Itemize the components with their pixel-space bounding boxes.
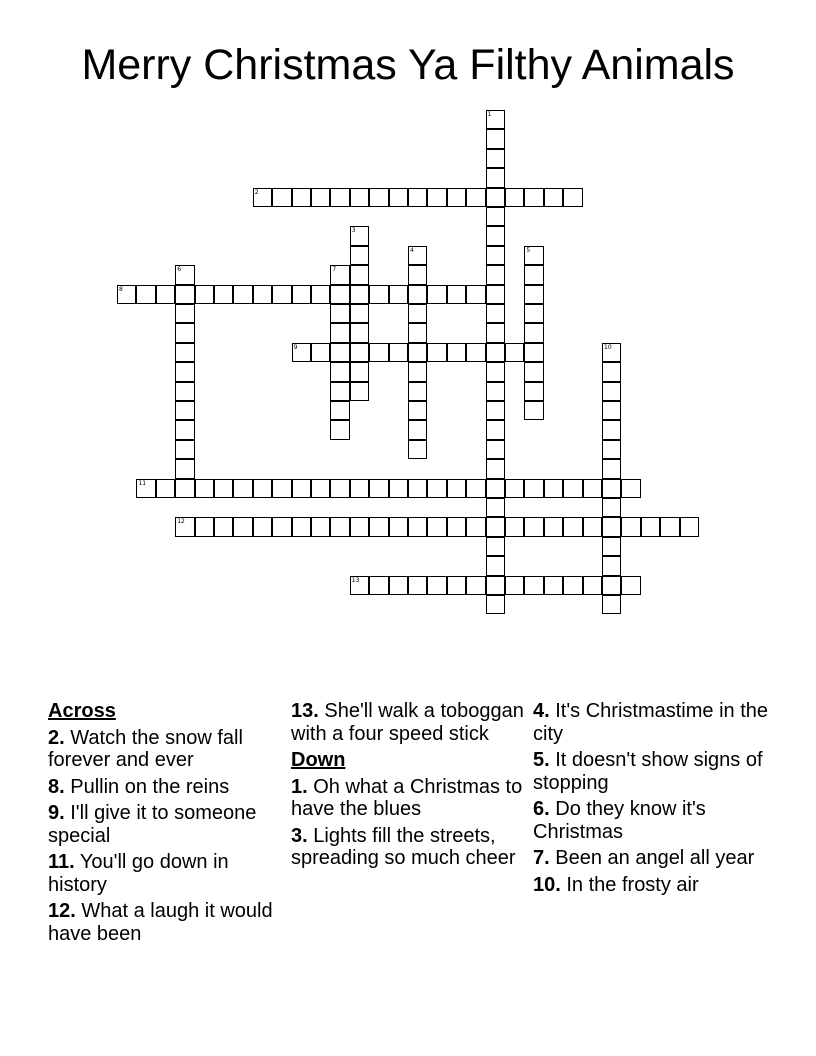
grid-cell[interactable] [524, 362, 543, 381]
cell-number: 9 [293, 343, 298, 351]
grid-cell[interactable] [505, 576, 524, 595]
grid-cell[interactable] [621, 576, 640, 595]
grid-cell[interactable] [602, 556, 621, 575]
grid-cell[interactable] [311, 343, 330, 362]
grid-cell[interactable] [330, 479, 349, 498]
grid-cell[interactable] [486, 129, 505, 148]
grid-cell[interactable] [214, 479, 233, 498]
grid-cell[interactable] [214, 517, 233, 536]
grid-cell[interactable] [427, 479, 446, 498]
grid-cell[interactable] [466, 285, 485, 304]
grid-cell[interactable] [175, 265, 194, 284]
grid-cell[interactable] [389, 517, 408, 536]
grid-cell[interactable] [427, 285, 446, 304]
grid-cell[interactable] [544, 188, 563, 207]
clue-across-13: 13. She'll walk a toboggan with a four speed stick [291, 700, 524, 745]
grid-cell[interactable] [175, 323, 194, 342]
grid-cell[interactable] [350, 265, 369, 284]
grid-cell[interactable] [602, 517, 621, 536]
grid-cell[interactable] [486, 149, 505, 168]
grid-cell[interactable] [486, 479, 505, 498]
grid-cell[interactable] [330, 265, 349, 284]
grid-cell[interactable] [156, 479, 175, 498]
grid-cell[interactable] [486, 226, 505, 245]
clues-column-1 [48, 700, 283, 949]
grid-cell[interactable] [330, 343, 349, 362]
grid-cell[interactable] [389, 343, 408, 362]
grid-cell[interactable] [195, 479, 214, 498]
grid-cell[interactable] [486, 207, 505, 226]
grid-cell[interactable] [447, 576, 466, 595]
grid-cell[interactable] [311, 479, 330, 498]
clue-down-10: 10. In the frosty air [533, 873, 699, 896]
grid-cell[interactable] [563, 188, 582, 207]
grid-cell[interactable] [175, 362, 194, 381]
grid-cell[interactable] [486, 343, 505, 362]
grid-cell[interactable] [330, 304, 349, 323]
grid-cell[interactable] [602, 401, 621, 420]
grid-cell[interactable] [350, 576, 369, 595]
grid-cell[interactable] [175, 382, 194, 401]
grid-cell[interactable] [505, 479, 524, 498]
grid-cell[interactable] [350, 246, 369, 265]
grid-cell[interactable] [486, 382, 505, 401]
grid-cell[interactable] [524, 517, 543, 536]
grid-cell[interactable] [524, 304, 543, 323]
grid-cell[interactable] [524, 188, 543, 207]
cell-number: 13 [351, 576, 360, 584]
grid-cell[interactable] [292, 343, 311, 362]
grid-cell[interactable] [660, 517, 679, 536]
puzzle-title: Merry Christmas Ya Filthy Animals [81, 41, 735, 89]
grid-cell[interactable] [311, 188, 330, 207]
grid-cell[interactable] [408, 343, 427, 362]
grid-cell[interactable] [486, 498, 505, 517]
clue-across-9: 9. I'll give it to someone special [48, 802, 257, 847]
grid-cell[interactable] [486, 517, 505, 536]
grid-cell[interactable] [233, 285, 252, 304]
across-heading: Across [48, 700, 116, 722]
grid-cell[interactable] [524, 479, 543, 498]
cell-number: 1 [487, 111, 492, 118]
grid-cell[interactable] [408, 265, 427, 284]
grid-cell[interactable] [408, 420, 427, 439]
grid-cell[interactable] [680, 517, 699, 536]
cell-number: 12 [177, 518, 185, 526]
grid-cell[interactable] [311, 285, 330, 304]
grid-cell[interactable] [466, 517, 485, 536]
grid-cell[interactable] [369, 188, 388, 207]
grid-cell[interactable] [175, 285, 194, 304]
grid-cell[interactable] [602, 595, 621, 614]
grid-cell[interactable] [583, 479, 602, 498]
grid-cell[interactable] [117, 285, 136, 304]
cell-number: 5 [526, 246, 531, 254]
cell-number: 2 [254, 188, 259, 196]
clue-down-3: 3. Lights fill the streets, spreading so much cheer [291, 824, 516, 869]
grid-cell[interactable] [330, 401, 349, 420]
grid-cell[interactable] [350, 343, 369, 362]
grid-cell[interactable] [389, 188, 408, 207]
grid-cell[interactable] [389, 285, 408, 304]
grid-cell[interactable] [369, 285, 388, 304]
grid-cell[interactable] [369, 479, 388, 498]
grid-cell[interactable] [602, 343, 621, 362]
grid-cell[interactable] [408, 285, 427, 304]
cell-number: 8 [119, 285, 123, 293]
grid-cell[interactable] [408, 440, 427, 459]
grid-cell[interactable] [253, 285, 272, 304]
grid-cell[interactable] [389, 576, 408, 595]
grid-cell[interactable] [350, 517, 369, 536]
grid-cell[interactable] [486, 595, 505, 614]
grid-cell[interactable] [389, 479, 408, 498]
cell-number: 6 [177, 266, 182, 274]
grid-cell[interactable] [466, 576, 485, 595]
grid-cell[interactable] [408, 401, 427, 420]
grid-cell[interactable] [233, 479, 252, 498]
clue-down-1: 1. Oh what a Christmas to have the blues [291, 775, 523, 820]
grid-cell[interactable] [447, 188, 466, 207]
grid-cell[interactable] [292, 517, 311, 536]
grid-cell[interactable] [563, 479, 582, 498]
grid-cell[interactable] [486, 304, 505, 323]
clue-down-4: 4. It's Christmastime in the city [533, 700, 769, 745]
grid-cell[interactable] [350, 188, 369, 207]
grid-cell[interactable] [563, 576, 582, 595]
grid-cell[interactable] [505, 188, 524, 207]
grid-cell[interactable] [175, 440, 194, 459]
grid-cell[interactable] [447, 285, 466, 304]
grid-cell[interactable] [350, 285, 369, 304]
grid-cell[interactable] [524, 576, 543, 595]
grid-cell[interactable] [175, 517, 194, 536]
grid-cell[interactable] [544, 479, 563, 498]
grid-cell[interactable] [408, 382, 427, 401]
grid-cell[interactable] [350, 362, 369, 381]
grid-cell[interactable] [136, 479, 155, 498]
grid-cell[interactable] [350, 323, 369, 342]
grid-cell[interactable] [524, 401, 543, 420]
grid-cell[interactable] [486, 323, 505, 342]
grid-cell[interactable] [408, 323, 427, 342]
grid-cell[interactable] [466, 479, 485, 498]
grid-cell[interactable] [486, 246, 505, 265]
grid-cell[interactable] [563, 517, 582, 536]
grid-cell[interactable] [524, 382, 543, 401]
grid-cell[interactable] [408, 479, 427, 498]
clue-across-2: 2. Watch the snow fall forever and ever [48, 726, 243, 771]
cell-number: 3 [351, 227, 356, 235]
grid-cell[interactable] [447, 479, 466, 498]
down-heading: Down [291, 749, 346, 771]
grid-cell[interactable] [272, 188, 291, 207]
grid-cell[interactable] [330, 362, 349, 381]
cell-number: 7 [332, 266, 337, 274]
grid-cell[interactable] [175, 420, 194, 439]
grid-cell[interactable] [602, 382, 621, 401]
grid-cell[interactable] [350, 382, 369, 401]
grid-cell[interactable] [427, 343, 446, 362]
grid-cell[interactable] [369, 576, 388, 595]
grid-cell[interactable] [427, 517, 446, 536]
grid-cell[interactable] [195, 517, 214, 536]
grid-cell[interactable] [602, 362, 621, 381]
grid-cell[interactable] [486, 537, 505, 556]
grid-cell[interactable] [272, 517, 291, 536]
grid-cell[interactable] [408, 188, 427, 207]
grid-cell[interactable] [233, 517, 252, 536]
grid-cell[interactable] [486, 401, 505, 420]
cell-number: 10 [604, 343, 612, 351]
grid-cell[interactable] [408, 576, 427, 595]
grid-cell[interactable] [524, 265, 543, 284]
grid-cell[interactable] [486, 440, 505, 459]
grid-cell[interactable] [175, 479, 194, 498]
grid-cell[interactable] [602, 459, 621, 478]
clues-column-2 [291, 700, 526, 874]
grid-cell[interactable] [350, 479, 369, 498]
grid-cell[interactable] [330, 323, 349, 342]
grid-cell[interactable] [621, 479, 640, 498]
clues-column-3 [533, 700, 768, 900]
grid-cell[interactable] [486, 420, 505, 439]
grid-cell[interactable] [350, 226, 369, 245]
grid-cell[interactable] [505, 517, 524, 536]
grid-cell[interactable] [524, 343, 543, 362]
grid-cell[interactable] [602, 576, 621, 595]
grid-cell[interactable] [486, 556, 505, 575]
grid-cell[interactable] [466, 188, 485, 207]
grid-cell[interactable] [602, 537, 621, 556]
grid-cell[interactable] [602, 440, 621, 459]
grid-cell[interactable] [486, 265, 505, 284]
grid-cell[interactable] [524, 285, 543, 304]
grid-cell[interactable] [175, 343, 194, 362]
clue-down-5: 5. It doesn't show signs of stopping [533, 749, 763, 794]
grid-cell[interactable] [602, 420, 621, 439]
grid-cell[interactable] [427, 576, 446, 595]
grid-cell[interactable] [486, 576, 505, 595]
clue-across-11: 11. You'll go down in history [48, 851, 229, 896]
grid-cell[interactable] [486, 188, 505, 207]
grid-cell[interactable] [447, 517, 466, 536]
grid-cell[interactable] [486, 362, 505, 381]
cell-number: 4 [410, 246, 414, 254]
grid-cell[interactable] [408, 517, 427, 536]
grid-cell[interactable] [330, 285, 349, 304]
grid-cell[interactable] [583, 517, 602, 536]
grid-cell[interactable] [369, 517, 388, 536]
grid-cell[interactable] [195, 285, 214, 304]
grid-cell[interactable] [156, 285, 175, 304]
grid-cell[interactable] [369, 343, 388, 362]
grid-cell[interactable] [175, 304, 194, 323]
grid-cell[interactable] [136, 285, 155, 304]
grid-cell[interactable] [583, 576, 602, 595]
grid-cell[interactable] [330, 517, 349, 536]
grid-cell[interactable] [408, 362, 427, 381]
grid-cell[interactable] [505, 343, 524, 362]
grid-cell[interactable] [330, 420, 349, 439]
cell-number: 11 [138, 479, 147, 487]
clue-across-12: 12. What a laugh it would have been [48, 900, 273, 945]
clue-across-8: 8. Pullin on the reins [48, 775, 230, 798]
grid-cell[interactable] [253, 517, 272, 536]
grid-cell[interactable] [602, 479, 621, 498]
grid-cell[interactable] [486, 110, 505, 129]
grid-cell[interactable] [253, 188, 272, 207]
grid-cell[interactable] [602, 498, 621, 517]
clue-down-6: 6. Do they know it's Christmas [533, 798, 706, 843]
grid-cell[interactable] [292, 188, 311, 207]
grid-cell[interactable] [175, 401, 194, 420]
grid-cell[interactable] [524, 323, 543, 342]
grid-cell[interactable] [292, 285, 311, 304]
grid-cell[interactable] [175, 459, 194, 478]
grid-cell[interactable] [621, 517, 640, 536]
grid-cell[interactable] [292, 479, 311, 498]
grid-cell[interactable] [427, 188, 446, 207]
grid-cell[interactable] [641, 517, 660, 536]
grid-cell[interactable] [544, 517, 563, 536]
grid-cell[interactable] [408, 246, 427, 265]
grid-cell[interactable] [272, 479, 291, 498]
grid-cell[interactable] [544, 576, 563, 595]
grid-cell[interactable] [330, 188, 349, 207]
grid-cell[interactable] [486, 285, 505, 304]
grid-cell[interactable] [486, 459, 505, 478]
grid-cell[interactable] [447, 343, 466, 362]
grid-cell[interactable] [486, 168, 505, 187]
grid-cell[interactable] [350, 304, 369, 323]
grid-cell[interactable] [272, 285, 291, 304]
grid-cell[interactable] [408, 304, 427, 323]
grid-cell[interactable] [214, 285, 233, 304]
grid-cell[interactable] [466, 343, 485, 362]
grid-cell[interactable] [311, 517, 330, 536]
clue-down-7: 7. Been an angel all year [533, 847, 755, 869]
grid-cell[interactable] [330, 382, 349, 401]
grid-cell[interactable] [524, 246, 543, 265]
grid-cell[interactable] [253, 479, 272, 498]
